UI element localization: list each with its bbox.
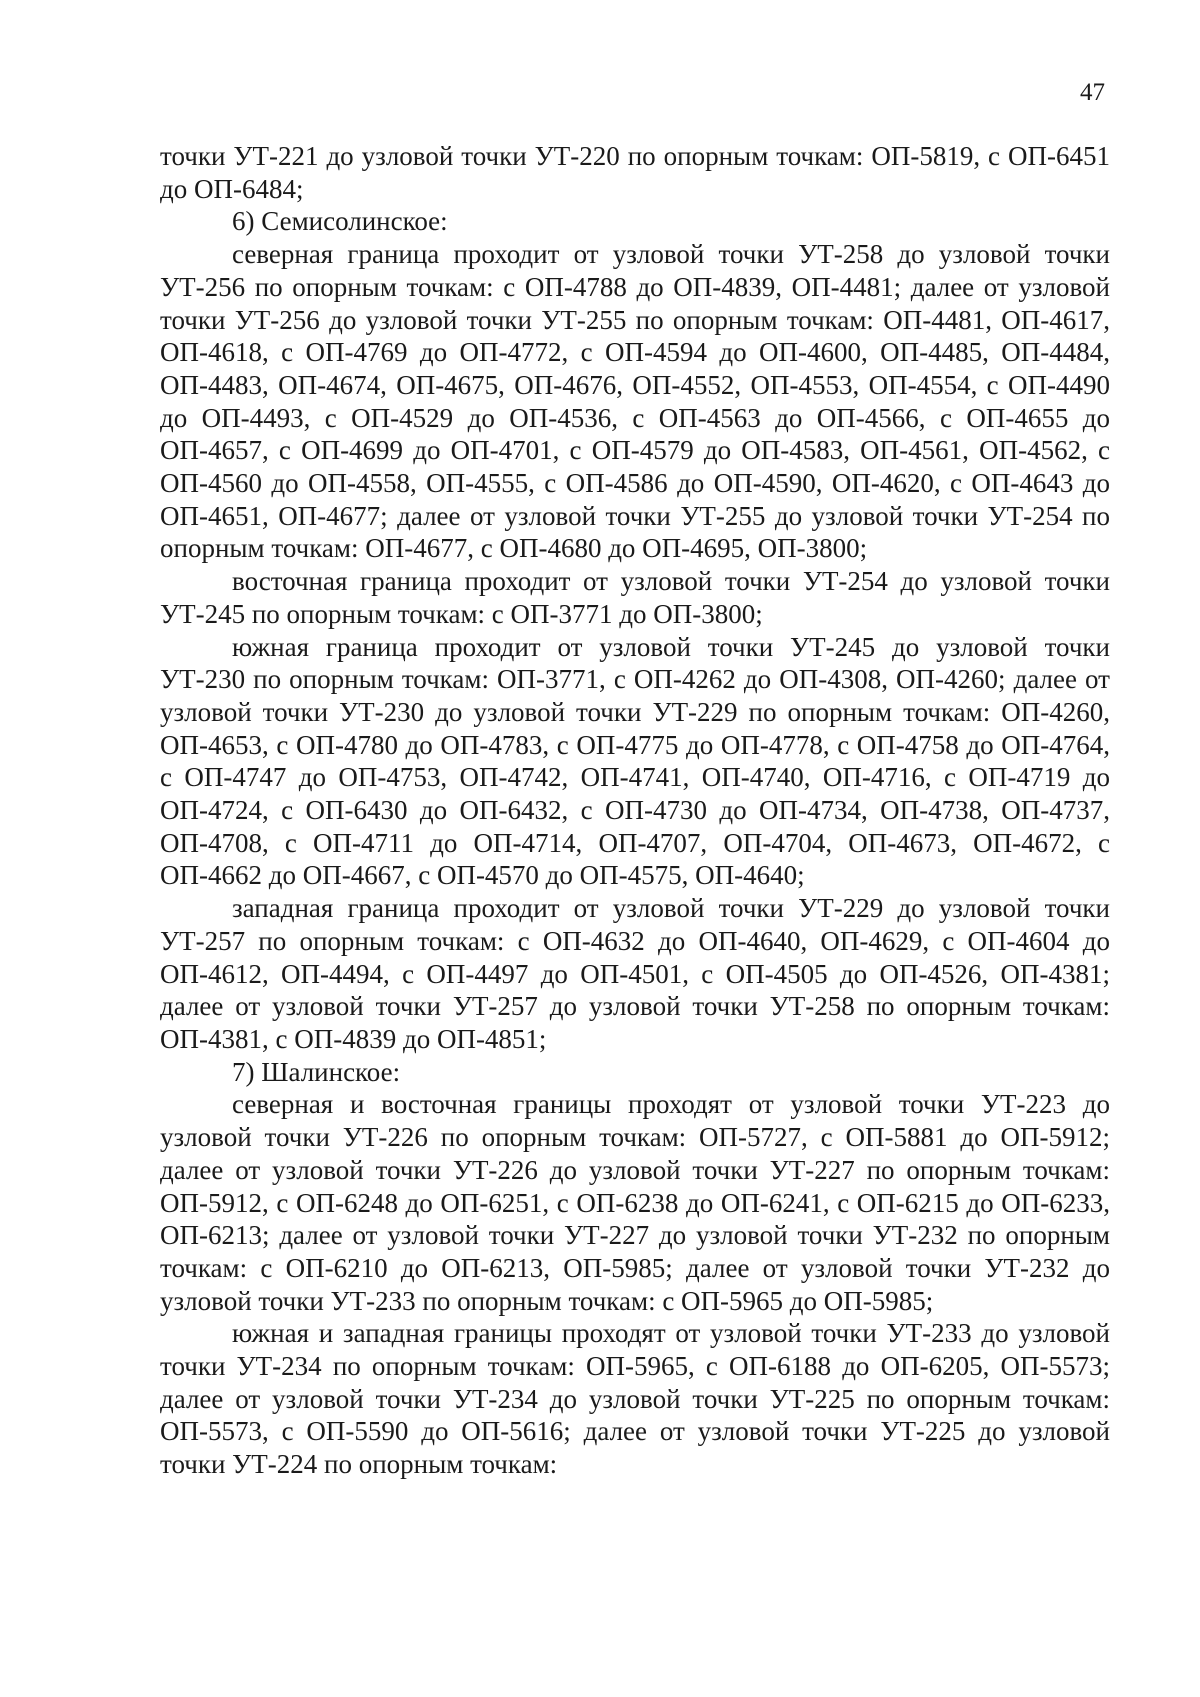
section-heading-semisolinskoe: 6) Семисолинское: (232, 206, 448, 237)
paragraph-west-boundary-semisolinskoe: западная граница проходит от узловой точки УТ-229 до узловой точки УТ-257 по опорным точкам: с ОП-4632 до ОП-4640, ОП-4629, с ОП-4604 до ОП-4612, ОП-4494, с ОП-4497 до ОП-4501, с ОП-4505 до ОП-4526, ОП-4381; далее от узловой точки УТ-257 до узловой точки УТ-258 по опорным точкам: ОП-4381, с ОП-4839 до ОП-4851; (160, 893, 1110, 1054)
paragraph-north-boundary-semisolinskoe: северная граница проходит от узловой точки УТ-258 до узловой точки УТ-256 по опорным точкам: с ОП-4788 до ОП-4839, ОП-4481; далее от узловой точки УТ-256 до узловой точки УТ-255 по опорным точкам: ОП-4481, ОП-4617, ОП-4618, с ОП-4769 до ОП-4772, с ОП-4594 до ОП-4600, ОП-4485, ОП-4484, ОП-4483, ОП-4674, ОП-4675, ОП-4676, ОП-4552, ОП-4553, ОП-4554, с ОП-4490 до ОП-4493, с ОП-4529 до ОП-4536, с ОП-4563 до ОП-4566, с ОП-4655 до ОП-4657, с ОП-4699 до ОП-4701, с ОП-4579 до ОП-4583, ОП-4561, ОП-4562, с ОП-4560 до ОП-4558, ОП-4555, с ОП-4586 до ОП-4590, ОП-4620, с ОП-4643 до ОП-4651, ОП-4677; далее от узловой точки УТ-255 до узловой точки УТ-254 по опорным точкам: ОП-4677, с ОП-4680 до ОП-4695, ОП-3800; (160, 239, 1110, 564)
section-heading-shalinskoe: 7) Шалинское: (232, 1056, 401, 1087)
paragraph-east-boundary-semisolinskoe: восточная граница проходит от узловой точки УТ-254 до узловой точки УТ-245 по опорным точкам: с ОП-3771 до ОП-3800; (160, 566, 1110, 629)
paragraph-north-east-boundary-shalinskoe: северная и восточная границы проходят от узловой точки УТ-223 до узловой точки УТ-226 по опорным точкам: ОП-5727, с ОП-5881 до ОП-5912; далее от узловой точки УТ-226 до узловой точки УТ-227 по опорным точкам: ОП-5912, с ОП-6248 до ОП-6251, с ОП-6238 до ОП-6241, с ОП-6215 до ОП-6233, ОП-6213; далее от узловой точки УТ-227 до узловой точки УТ-232 по опорным точкам: с ОП-6210 до ОП-6213, ОП-5985; далее от узловой точки УТ-232 до узловой точки УТ-233 по опорным точкам: с ОП-5965 до ОП-5985; (160, 1089, 1110, 1316)
paragraph-south-west-boundary-shalinskoe: южная и западная границы проходят от узловой точки УТ-233 до узловой точки УТ-234 по опорным точкам: ОП-5965, с ОП-6188 до ОП-6205, ОП-5573; далее от узловой точки УТ-234 до узловой точки УТ-225 по опорным точкам: ОП-5573, с ОП-5590 до ОП-5616; далее от узловой точки УТ-225 до узловой точки УТ-224 по опорным точкам: (160, 1318, 1110, 1480)
paragraph-south-boundary-semisolinskoe: южная граница проходит от узловой точки УТ-245 до узловой точки УТ-230 по опорным точкам: ОП-3771, с ОП-4262 до ОП-4308, ОП-4260; далее от узловой точки УТ-230 до узловой точки УТ-229 по опорным точкам: ОП-4260, ОП-4653, с ОП-4780 до ОП-4783, с ОП-4775 до ОП-4778, с ОП-4758 до ОП-4764, с ОП-4747 до ОП-4753, ОП-4742, ОП-4741, ОП-4740, ОП-4716, с ОП-4719 до ОП-4724, с ОП-6430 до ОП-6432, с ОП-4730 до ОП-4734, ОП-4738, ОП-4737, ОП-4708, с ОП-4711 до ОП-4714, ОП-4707, ОП-4704, ОП-4673, ОП-4672, с ОП-4662 до ОП-4667, с ОП-4570 до ОП-4575, ОП-4640; (160, 631, 1110, 891)
document-body (160, 140, 1110, 1481)
page-number: 47 (1080, 79, 1105, 106)
paragraph-continuation: точки УТ-221 до узловой точки УТ-220 по опорным точкам: ОП-5819, с ОП-6451 до ОП-6484; (160, 141, 1110, 204)
